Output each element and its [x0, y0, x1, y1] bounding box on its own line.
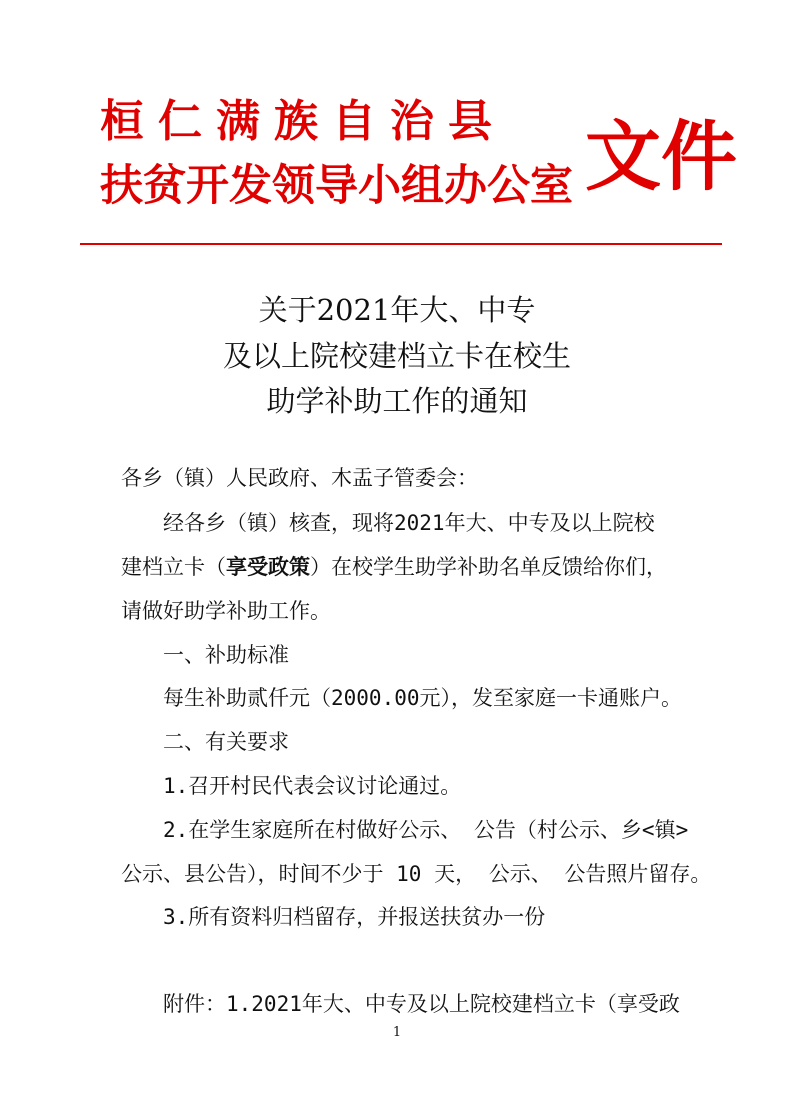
intro-line-2-pre: 建档立卡（: [121, 555, 226, 579]
intro-line-3: 请做好助学补助工作。: [121, 599, 331, 623]
page-number: 1: [392, 1025, 402, 1040]
letterhead-red-rule: [80, 243, 722, 245]
document-title-line-1: 关于2021年大、中专: [258, 293, 536, 327]
letterhead-org-line-2: 扶贫开发领导小组办公室: [100, 161, 573, 211]
document-title-line-2: 及以上院校建档立卡在校生: [222, 339, 571, 373]
intro-line-1: 经各乡（镇）核查，现将2021年大、中专及以上院校: [163, 511, 655, 535]
section-1-text: 每生补助贰仟元（2000.00元），发至家庭一卡通账户。: [163, 686, 682, 710]
section-2-heading: 二、有关要求: [163, 730, 289, 754]
document-title-line-3: 助学补助工作的通知: [266, 384, 528, 418]
requirement-2-line-1: 2.在学生家庭所在村做好公示、 公告（村公示、乡<镇>: [163, 818, 689, 842]
section-1-heading: 一、补助标准: [163, 643, 289, 667]
intro-line-2: [121, 553, 667, 581]
attachment-line: 附件：1.2021年大、中专及以上院校建档立卡（享受政: [163, 992, 680, 1016]
requirement-1: 1.召开村民代表会议讨论通过。: [163, 774, 462, 798]
intro-line-2-post: ）在校学生助学补助名单反馈给你们，: [310, 555, 667, 579]
requirement-2-line-2: 公示、县公告），时间不少于 10 天， 公示、 公告照片留存。: [121, 862, 712, 886]
requirement-3: 3.所有资料归档留存，并报送扶贫办一份: [163, 905, 546, 929]
letterhead-document-label: 文件: [585, 112, 737, 201]
letterhead-org-line-1: 桓仁满族自治县: [100, 96, 506, 147]
salutation: 各乡（镇）人民政府、木盂子管委会：: [121, 466, 478, 490]
intro-bold-policy: 享受政策: [226, 555, 310, 579]
